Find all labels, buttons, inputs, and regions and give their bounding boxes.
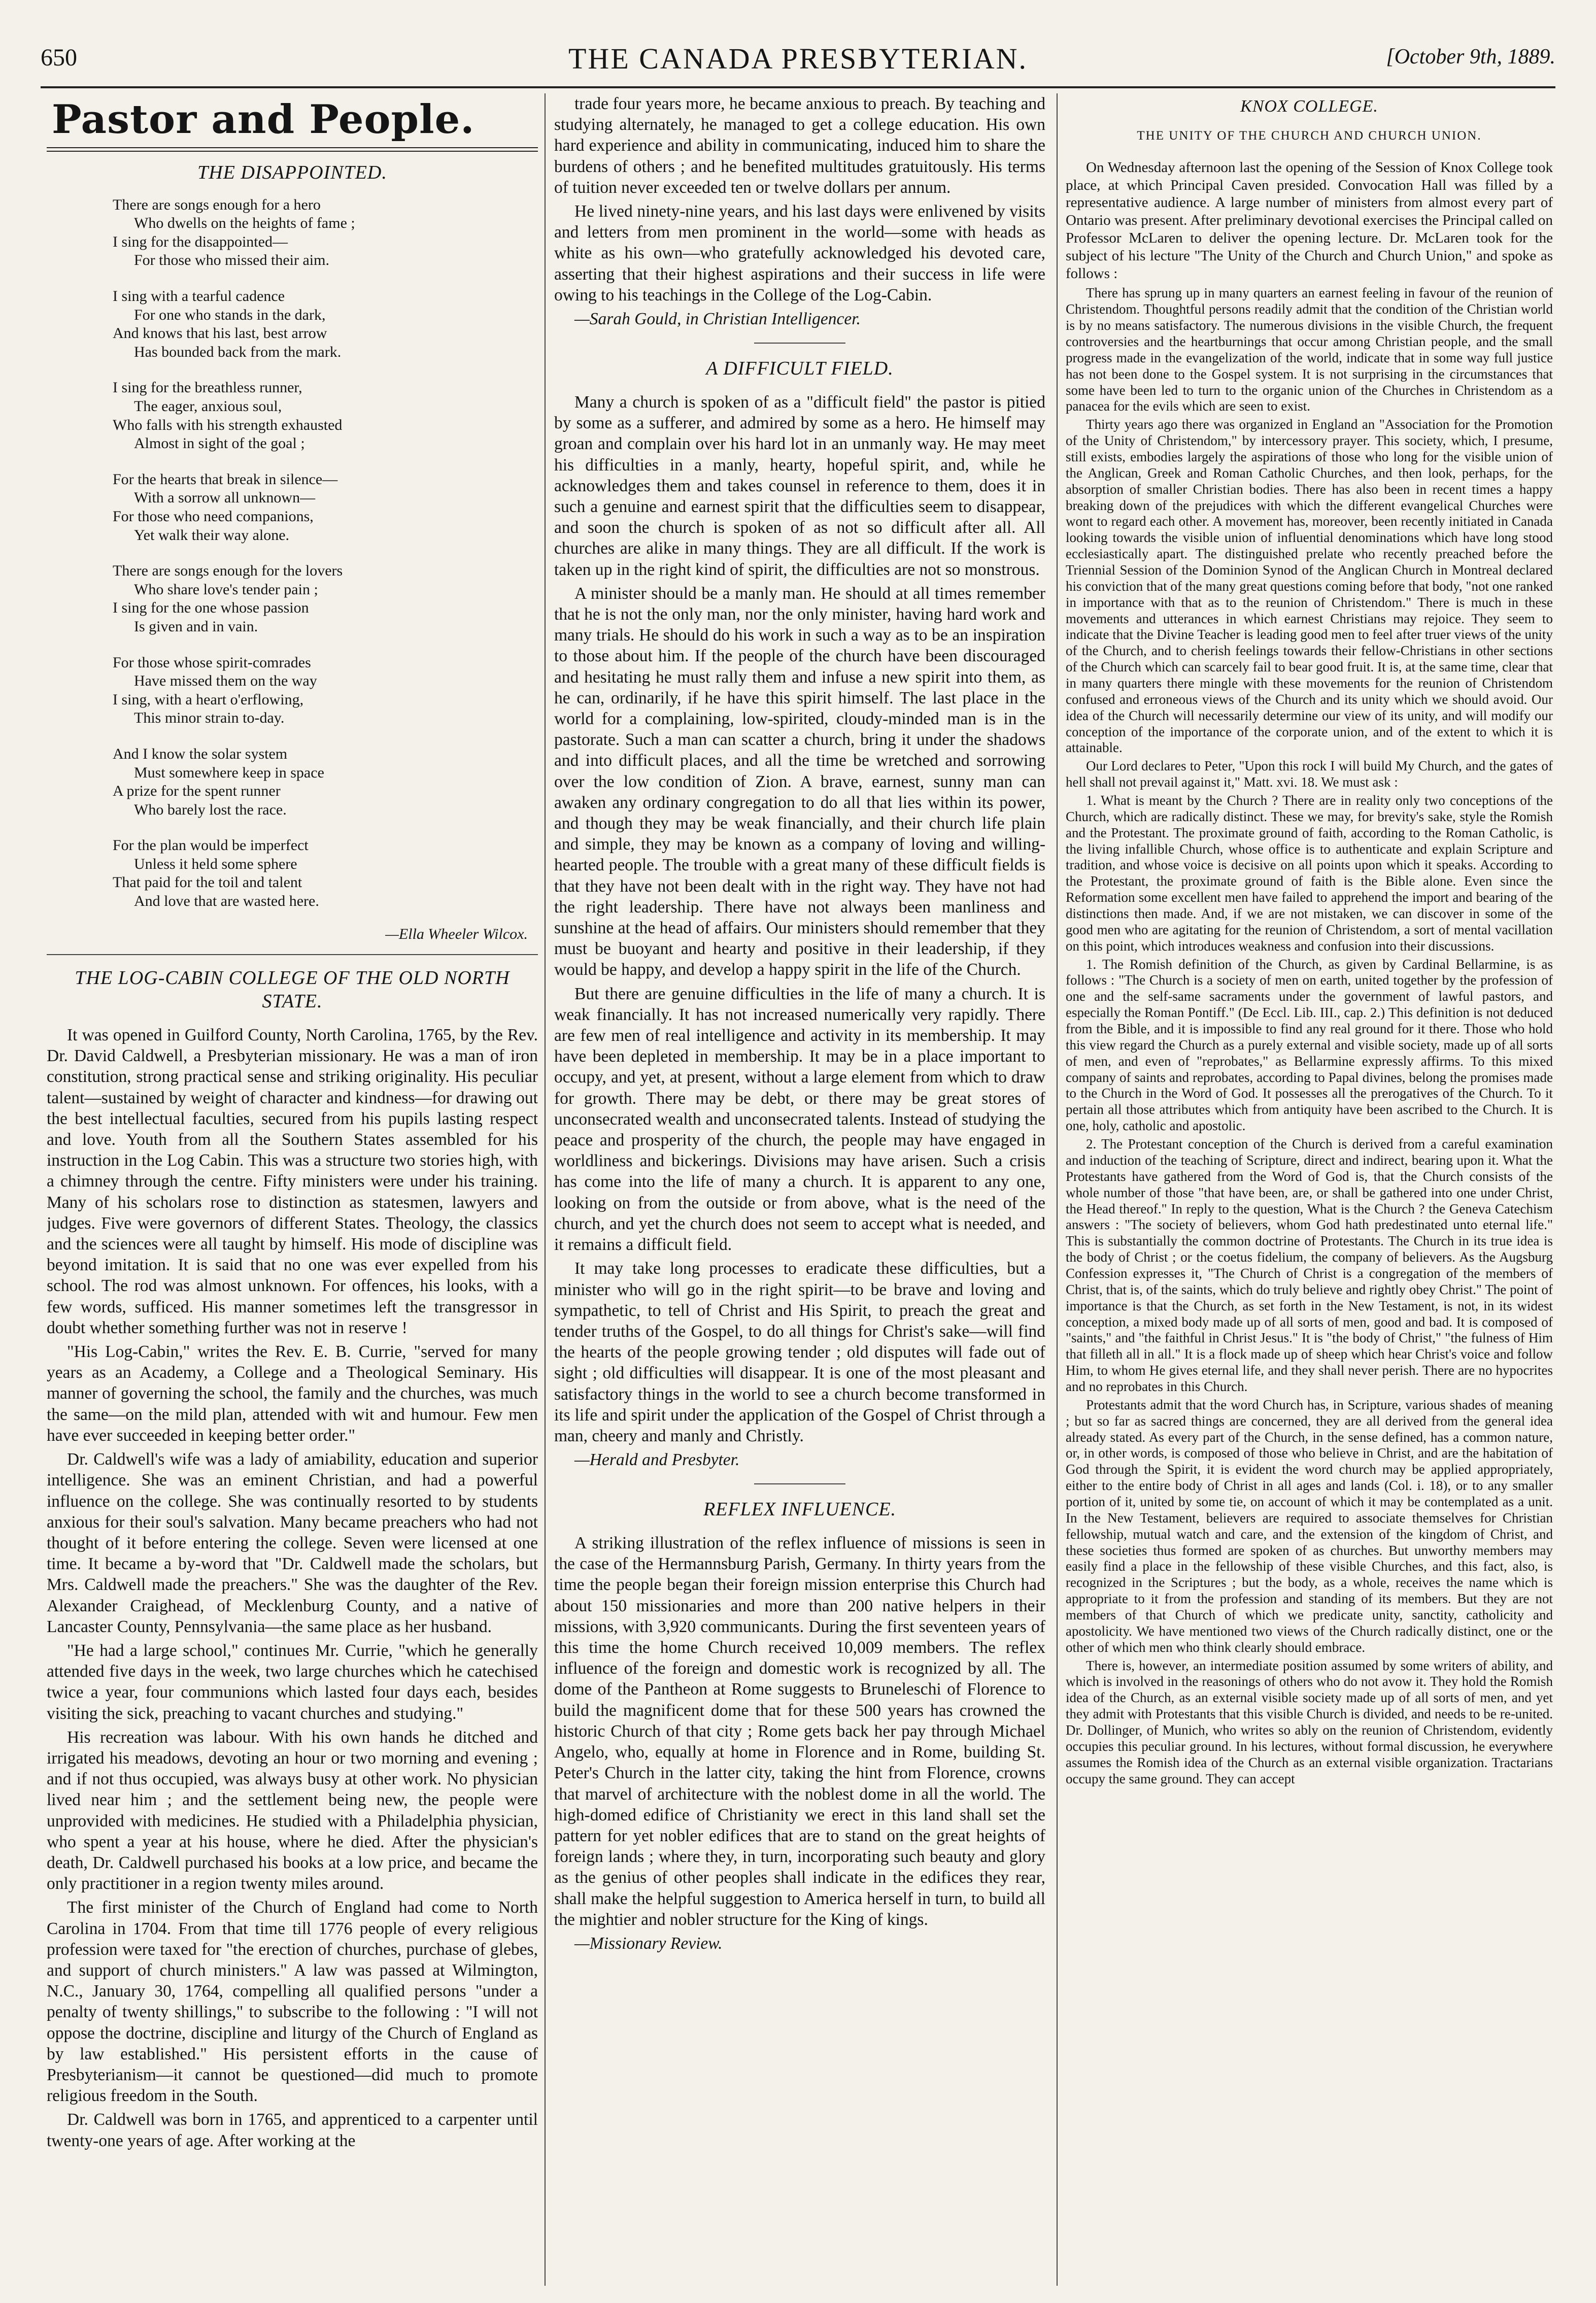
poem-line: Who falls with his strength exhausted xyxy=(113,416,343,433)
paragraph: A minister should be a manly man. He should at all times remember that he is not the only man, nor the only minister, having hard work and many trials. He should do his work in such a way as to be an inspiration to those about him. If the people of the church have been discouraged and hesitating he must rally them and infuse a new spirit into them, as he can, ordinarily, if he have this spirit himself. The last place in the world for a complaining, low-spirited, cloudy-minded man is in the pastorate. Such a man can scatter a church, bring it under the shadows and into difficult places, and all the time be wretched and sorrowing over the low condition of Zion. A brave, earnest, sunny man can awaken any ordinary congregation to do all that lies within its power, and though they may be weak financially, and their church life plain and simple, they may be known as a company of loving and willing-hearted people. The trouble with a great many of these difficult fields is that they have not been dealt with in the right way. They have not had the right leadership. There have not always been manliness and sunshine at the head of affairs. Our ministers should remember that they must be buoyant and hearty and positive in their leadership, if they would be happy, and develop a happy spirit in the life of the Church. xyxy=(554,584,1045,979)
poem-line: There are songs enough for the lovers xyxy=(113,562,343,580)
poem-line: Must somewhere keep in space xyxy=(134,764,324,781)
column-3 xyxy=(1066,93,1553,2291)
poem-line: Has bounded back from the mark. xyxy=(134,343,342,360)
poem-line: Almost in sight of the goal ; xyxy=(134,435,305,452)
department-heading: Pastor and People. xyxy=(52,96,475,143)
poem-line: And knows that his last, best arrow xyxy=(113,325,327,342)
poem-title: THE DISAPPOINTED. xyxy=(197,161,387,183)
poem-stanza xyxy=(113,196,538,270)
column-1 xyxy=(47,93,538,2291)
poem-line: For those who need companions, xyxy=(113,507,314,525)
poem-line: Have missed them on the way xyxy=(134,672,317,690)
paragraph: There is, however, an intermediate position assumed by some writers of ability, and which is involved in the reasonings of others who do not avow it. They hold the Romish idea of the Church, as an external visible society made up of all sorts of men, and yet they admit with Protestants that this visible Church is divided, and needs to be re-united. Dr. Dollinger, of Munich, who writes so ably on the reunion of Christendom, evidently occupies this peculiar ground. In his lectures, without formal discussion, he everywhere assumes the Romish idea of the Church as an external visible organization. Tractarians occupy the same ground. They can accept xyxy=(1066,1657,1553,1786)
poem-line: I sing for the breathless runner, xyxy=(113,379,302,396)
paragraph: But there are genuine difficulties in the life of many a church. It is weak financially. It has not increased numerically very rapidly. There are few men of real intelligence and activity in its membership. It may have been depleted in membership. It may be in a place important to occupy, and yet, at present, without a large element from which to draw for growth. There may be debt, or there may be great stores of unconsecrated wealth and unconsecrated talents. Instead of studying the peace and prosperity of the church, the people may have engaged in worldliness and bickerings. Divisions may have arisen. Such a crisis has come into the life of many a church. It is apparent to any one, looking on from the outside or from above, what is the need of the church, and yet the church does not seem to accept what is needed, and it remains a difficult field. xyxy=(554,984,1045,1255)
poem-line: The eager, anxious soul, xyxy=(134,398,282,415)
page-number: 650 xyxy=(41,44,77,71)
article-body xyxy=(554,1533,1045,1930)
newspaper-title: THE CANADA PRESBYTERIAN. xyxy=(568,42,1028,75)
column-divider xyxy=(1057,93,1058,2286)
poem-stanza xyxy=(113,836,538,910)
poem-line: Is given and in vain. xyxy=(134,618,258,635)
poem-line: Unless it held some sphere xyxy=(134,855,297,872)
poem-stanza xyxy=(113,745,538,819)
poem-line: A prize for the spent runner xyxy=(113,783,281,800)
poem-line: That paid for the toil and talent xyxy=(113,874,302,891)
article-title: REFLEX INFLUENCE. xyxy=(703,1499,897,1520)
poem-line: I sing for the disappointed— xyxy=(113,233,288,250)
paragraph: Dr. Caldwell's wife was a lady of amiability, education and superior intelligence. She was an eminent Christian, and had a powerful influence on the college. She was continually resorted to by students anxious for their soul's salvation. Many became preachers who had not thought of it before entering the college. Seven were licensed at one time. It became a by-word that "Dr. Caldwell made the scholars, but Mrs. Caldwell made the preachers." She was the daughter of the Rev. Alexander Craighead, of Mecklenburg County, and a native of Lancaster County, Pennsylvania—the same place as her husband. xyxy=(47,1450,538,1636)
paragraph: Dr. Caldwell was born in 1765, and apprenticed to a carpenter until twenty-one years of age. After working at the xyxy=(47,2110,538,2150)
paragraph: "He had a large school," continues Mr. Currie, "which he generally attended five days in the week, two large churches which he catechised twice a year, four communions which lasted four days each, besides visiting the sick, preaching to vacant churches and studying." xyxy=(47,1641,538,1723)
paragraph: Many a church is spoken of as a "difficult field" the pastor is pitied by some as a sufferer, and admired by some as a hero. He himself may groan and complain over his hard lot in an unmanly way. He may meet his difficulties in a manly, hearty, hopeful spirit, and, while he acknowledges them and takes counsel in reference to them, does it in such a genuine and earnest spirit that the difficulties seem to disappear, and soon the church is spoken of as not so difficult after all. All churches are alike in many things. They are all difficult. If the work is taken up in the right kind of spirit, the difficulties are not so monstrous. xyxy=(554,392,1045,579)
poem-line: For one who stands in the dark, xyxy=(134,306,326,323)
section-rule xyxy=(754,1483,845,1484)
paragraph: It was opened in Guilford County, North Carolina, 1765, by the Rev. Dr. David Caldwell, a Presbyterian missionary. He was a man of iron constitution, strong practical sense and striking originality. His peculiar talent—sustained by weight of character and kindness—for drawing out the best intellectual faculties, secured from his pupils lasting respect and love. Youth from all the Southern States assembled for his instruction in the Log Cabin. This was a structure two stories high, with a chimney through the centre. Fifty ministers were under his training. Many of his scholars rose to distinction as statesmen, lawyers and judges. Five were governors of different States. Theology, the classics and the sciences were all taught by himself. His mode of discipline was beyond imitation. It is said that no one was ever expelled from his school. The rod was almost unknown. For offences, his looks, with a few words, sufficed. His manner sometimes left the transgressor in doubt whether something further was not in reserve ! xyxy=(47,1026,538,1337)
article-title: KNOX COLLEGE. xyxy=(1240,97,1378,116)
paragraph: Our Lord declares to Peter, "Upon this rock I will build My Church, and the gates of hell shall not prevail against it," Matt. xvi. 18. We must ask : xyxy=(1066,758,1553,790)
article-source: —Herald and Presbyter. xyxy=(574,1450,740,1470)
poem-line: Who barely lost the race. xyxy=(134,801,287,818)
issue-date: [October 9th, 1889. xyxy=(1386,45,1555,69)
poem-line: For those who missed their aim. xyxy=(134,252,329,269)
masthead-rule xyxy=(41,86,1555,88)
masthead xyxy=(41,44,1555,84)
section-rule xyxy=(47,954,538,955)
poem-line: I sing with a tearful cadence xyxy=(113,288,285,305)
poem-line: And love that are wasted here. xyxy=(134,893,319,910)
article-body xyxy=(47,1025,538,2151)
paragraph: A striking illustration of the reflex influence of missions is seen in the case of the Hermannsburg Parish, Germany. In thirty years from the time the people began their foreign mission enterprise this Church had about 150 missionaries and more than 200 native helpers in their missions, with 3,920 communicants. During the first seventeen years of this time the home Church received 10,009 members. The reflex influence of the foreign and domestic work is recognized by all. The dome of the Pantheon at Rome suggests to Bruneleschi of Florence to build the magnificent dome that for these 500 years has crowned the historic Church of that city ; Rome gets back her pay through Michael Angelo, who, equally at home in Florence and in Rome, building St. Peter's Church in the latter city, taking the hint from Florence, crowns that marvel of architecture with the noblest dome in all the world. The high-domed edifice of Christianity we erect in this land shall set the pattern for yet nobler edifices that are to stand on the great heights of foreign lands ; where they, in turn, incorporating such beauty and glory as the genius of other peoples shall indicate in the edifices they rear, shall make the helpful suggestion to America herself in turn, to build all the mightier and nobler structure for the King of kings. xyxy=(554,1534,1045,1929)
section-rule xyxy=(754,343,845,344)
article-title: THE LOG-CABIN COLLEGE OF THE OLD NORTH STATE. xyxy=(75,967,510,1012)
poem-line: For those whose spirit-comrades xyxy=(113,654,311,671)
paragraph: There has sprung up in many quarters an earnest feeling in favour of the reunion of Christendom. Thoughtful persons readily admit that the condition of the Christian world is by no means satisfactory. The numerous divisions in the visible Church, the frequent controversies and the heartburnings that occur among Christian people, and the small progress made in the evangelization of the world, indicate that in some way full justice has not been done to the Gospel system. It is not surprising in the circumstances that some have been led to turn to the organic union of the Churches in Christendom as a panacea for the evils which are seen to exist. xyxy=(1066,285,1553,414)
poem-line: This minor strain to-day. xyxy=(134,709,285,727)
continued-text xyxy=(554,93,1045,306)
poem-line: With a sorrow all unknown— xyxy=(134,489,316,506)
paragraph: He lived ninety-nine years, and his last days were enlivened by visits and letters from men prominent in the world—some with heads as white as his own—who gratefully acknowledged his devoted care, asserting that their highest aspirations and their success in life were owing to his teachings in the College of the Log-Cabin. xyxy=(554,202,1045,304)
paragraph: His recreation was labour. With his own hands he ditched and irrigated his meadows, devoting an hour or two morning and evening ; and if not thus occupied, was always busy at other work. No physician lived near him ; and the settlement being new, the people were unprovided with medicines. He studied with a Philadelphia physician, who spent a year at his house, where he died. After the physician's death, Dr. Caldwell purchased his books at a low price, and became the only practitioner in a region twenty miles around. xyxy=(47,1728,538,1893)
column-divider xyxy=(545,93,546,2286)
article-title: A DIFFICULT FIELD. xyxy=(706,358,894,380)
poem-line: I sing for the one whose passion xyxy=(113,599,309,617)
paragraph: The first minister of the Church of England had come to North Carolina in 1704. From that time till 1776 people of every religious profession were taxed for "the erection of churches, purchase of glebes, and support of church ministers." A law was passed at Wilmington, N.C., January 30, 1764, compelling all qualified persons "under a penalty of twenty shillings," to subscribe to the following : "I will not oppose the doctrine, discipline and liturgy of the Church of England as by law established." His persistent efforts in the cause of Presbyterianism—it cannot be questioned—did much to promote religious freedom in the South. xyxy=(47,1898,538,2106)
paragraph: 2. The Protestant conception of the Church is derived from a careful examination and induction of the teaching of Scripture, direct and indirect, bearing upon it. What the Protestants have gathered from the Word of God is, that the Church consists of the whole number of those "that have been, are, or shall be gathered into one under Christ, the Head thereof." In reply to the question, What is the Church ? the Geneva Catechism answers : "The society of believers, whom God hath predestinated unto eternal life." This is substantially the common doctrine of Protestants. The Church in its true idea is the body of Christ ; or the coetus fidelium, the company of believers. As the Augsburg Confession expresses it, "The Church of Christ is a congregation of the members of Christ, that is, of the saints, which do truly believe and rightly obey Christ." The point of importance is that the Church, as set forth in the New Testament, is not, in its widest conception, a mixed body made up of all sorts of men, good and bad. It is composed of "saints," and "the faithful in Christ Jesus." It is "the body of Christ," "the fulness of Him that filleth all in all." It is a flock made up of sheep which hear Christ's voice and follow Him, to whom He gives eternal life, and they shall never perish. There are no hypocrites and no reprobates in this Church. xyxy=(1066,1136,1553,1394)
poem-stanza xyxy=(113,562,538,636)
paragraph: 1. The Romish definition of the Church, as given by Cardinal Bellarmine, is as follows : "The Church is a society of men on earth, united together by the profession of one and the self-same sacraments under the government of lawful pastors, and especially the Roman Pontiff." (De Eccl. Lib. III., cap. 2.) This definition is not deduced from the Bible, and it is impossible to find any real ground for it there. Those who hold this view regard the Church as a purely external and visible society, made up of all sorts of men, and even of "reprobates," as Bellarmine expressly affirms. To this mixed company of saints and reprobates, according to Papal divines, belong the promises made to the Church in the Word of God. It possesses all the prerogatives of the Church. To it pertain all those attributes which from antiquity have been ascribed to the Church. It is one, holy, catholic and apostolic. xyxy=(1066,956,1553,1134)
paragraph: 1. What is meant by the Church ? There are in reality only two conceptions of the Church, which are radically distinct. These we may, for brevity's sake, style the Romish and the Protestant. The proximate ground of faith, according to the Roman Catholic, is the living infallible Church, whose office is to authenticate and explain Scripture and tradition, and whose voice is decisive on all points upon which it speaks. According to the Protestant, the proximate ground of faith is the Bible alone. Even since the Reformation some excellent men have failed to apprehend the import and bearing of the distinctions then made. And, if we are not mistaken, we can discover in some of the good men who are agitating for the reunion of Christendom, a sort of mental vacillation on this point, which introduces weakness and confusion into their discussions. xyxy=(1066,793,1553,954)
poem-stanza xyxy=(113,287,538,361)
poem-line: There are songs enough for a hero xyxy=(113,196,321,213)
article-source: —Missionary Review. xyxy=(574,1934,723,1953)
article-subtitle: THE UNITY OF THE CHURCH AND CHURCH UNION. xyxy=(1137,128,1482,143)
poem-stanza xyxy=(113,470,538,545)
poem-line: I sing, with a heart o'erflowing, xyxy=(113,691,304,708)
poem-stanza xyxy=(113,654,538,728)
column-2 xyxy=(554,93,1045,2291)
paragraph: "His Log-Cabin," writes the Rev. E. B. Currie, "served for many years as an Academy, a College and a Theological Seminary. His manner of governing the school, the family and the churches, was much the same—on the mild plan, attended with wit and humour. Few men have ever succeeded in keeping better order." xyxy=(47,1342,538,1445)
poem-line: And I know the solar system xyxy=(113,745,288,762)
poem-line: Who dwells on the heights of fame ; xyxy=(134,215,355,232)
article-body xyxy=(554,392,1045,1446)
poem xyxy=(47,196,538,911)
paragraph: trade four years more, he became anxious to preach. By teaching and studying alternately, he managed to get a college education. His own hard experience and ability in communicating, induced him to share the burdens of others ; and he benefited multitudes gratuitously. His terms of tuition never exceeded ten or twelve dollars per annum. xyxy=(554,94,1045,197)
lecture-body xyxy=(1066,285,1553,1787)
article-intro: On Wednesday afternoon last the opening of the Session of Knox College took place, at which Principal Caven presided. Convocation Hall was filled by a representative audience. A large number of ministers from almost every part of Ontario was present. After preliminary devotional exercises the Principal called on Professor McLaren to deliver the opening lecture. Dr. McLaren took for the subject of his lecture "The Unity of the Church and Church Union," and spoke as follows : xyxy=(1066,159,1553,282)
poem-stanza xyxy=(113,379,538,453)
article-source: —Sarah Gould, in Christian Intelligencer. xyxy=(574,310,861,329)
poem-line: Who share love's tender pain ; xyxy=(134,581,318,598)
poem-line: For the plan would be imperfect xyxy=(113,837,309,854)
paragraph: Protestants admit that the word Church has, in Scripture, various shades of meaning ; but so far as sacred things are concerned, they are all derived from the general idea already stated. As every part of the Church, in the sense defined, has a common nature, or, in other words, is composed of those who believe in Christ, and are the habitation of God through the Spirit, it is evident the word church may be applied appropriately, either to the entire body of Christ in all ages and lands (Col. i. 18), or to any smaller portion of it, united by some tie, on account of which it may be contemplated as a unit. In the New Testament, believers are required to associate themselves for Christian fellowship, mutual watch and care, and the extension of the kingdom of Christ, and these societies thus formed are spoken of as churches. But unworthy members may easily find a place in the fellowship of these visible Churches, and this fact, also, is recognized in the Scriptures ; but the body, as a whole, receives the name which is appropriate to it from the profession and standing of its members. But they are not members of that Church of which we predicate unity, sanctity, catholicity and apostolicity. We have mentioned two views of the Church radically distinct, one or the other of which men who think clearly should embrace. xyxy=(1066,1397,1553,1655)
poem-line: Yet walk their way alone. xyxy=(134,526,290,544)
poem-line: For the hearts that break in silence— xyxy=(113,470,338,488)
heading-rule xyxy=(47,147,538,152)
paragraph: Thirty years ago there was organized in England an "Association for the Promotion of the Unity of Christendom," by intercessory prayer. This society, which, I presume, still exists, embodies largely the aspirations of those who long for the visible union of the Anglican, Greek and Roman Catholic Churches, and then look, perhaps, for the absorption of smaller Christian bodies. There has also been in recent times a happy breaking down of the prejudices with which the different evangelical Churches were wont to regard each other. A movement has, moreover, been recently initiated in Canada looking towards the visible union of influential denominations which have long stood ecclesiastically apart. The distinguished prelate who recently preached before the Triennial Session of the Dominion Synod of the Anglican Church in Montreal declared his conviction that of the many great questions coming before that body, "not one ranked in importance with that as to the reunion of Christendom." There is much in these movements and utterances in which earnest Christians may rejoice. They seem to indicate that the Divine Teacher is leading good men to feel after truer views of the unity of the Church, and to cherish feelings towards their fellow-Christians in other sections of the Church which can scarcely fail to bear good fruit. It is, at the same time, clear that in many quarters there mingle with these movements for the reunion of Christendom confused and erroneous views of the Church and its unity which we should avoid. Our idea of the Church will necessarily determine our view of its unity, and will modify our conception of the importance of the corporate union, and of the extent to which it is attainable. xyxy=(1066,417,1553,756)
poem-author: —Ella Wheeler Wilcox. xyxy=(385,925,528,942)
paragraph: It may take long processes to eradicate these difficulties, but a minister who will go in the right spirit—to be brave and loving and sympathetic, to tell of Christ and His Spirit, to preach the great and tender truths of the Gospel, to do all things for Christ's sake—will find the hearts of the people growing tender ; old disputes will fade out of sight ; old difficulties will disappear. It is one of the most pleasant and satisfactory things in the world to see a church become transformed in its life and spirit under the application of the Gospel of Christ through a man, cheery and manly and Christly. xyxy=(554,1259,1045,1445)
